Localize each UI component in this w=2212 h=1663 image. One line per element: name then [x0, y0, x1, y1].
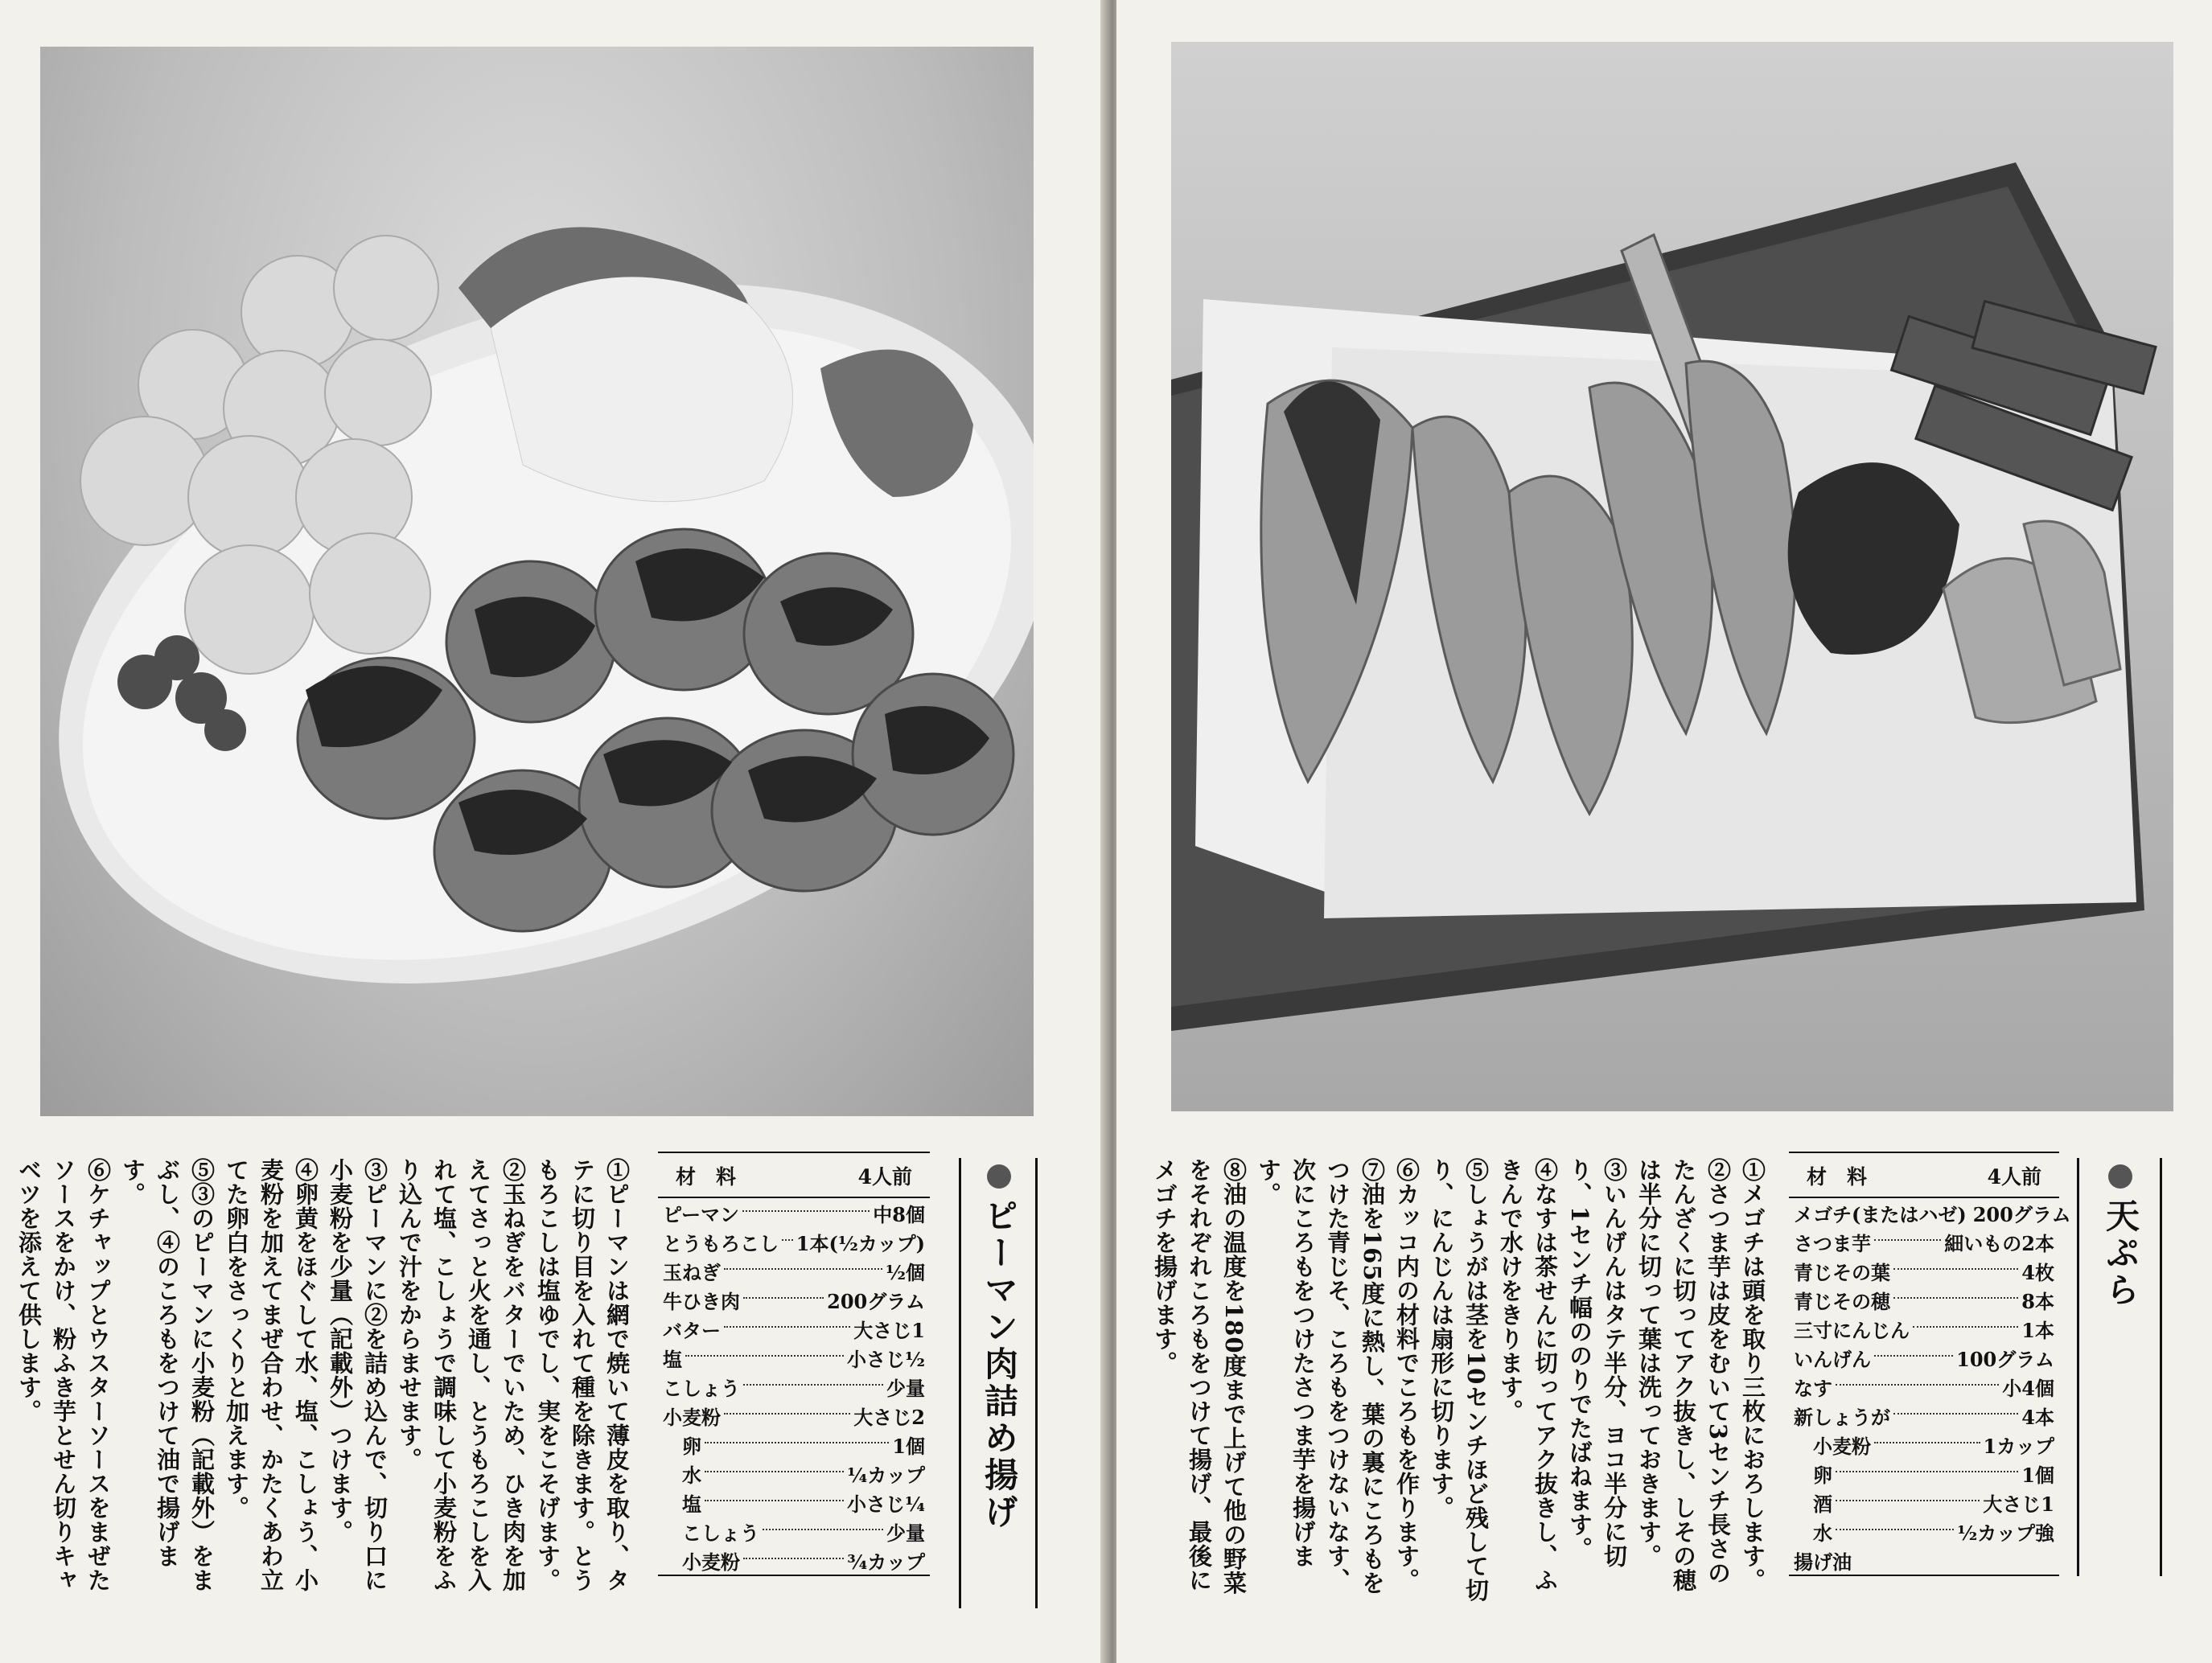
ingredient-row	[1789, 1372, 2059, 1401]
leader-dots	[705, 1470, 844, 1472]
step-text: ⑧油の温度を180度まで上げて他の野菜をそれぞれころもをつけて揚げ、最後にメゴチを揚げます。	[1151, 1158, 1248, 1595]
leader-dots	[724, 1325, 850, 1328]
ingredient-amount: ¼カップ	[847, 1463, 925, 1487]
step-text: ④なすは茶せんに切ってアク抜きし、ふきんで水けをきります。	[1497, 1158, 1559, 1592]
ingredient-name: さつま芋	[1794, 1231, 1871, 1255]
leader-dots	[743, 1296, 824, 1299]
leader-dots	[1836, 1470, 2018, 1472]
leader-dots	[1836, 1383, 1999, 1386]
ingredient-name: 青じその葉	[1794, 1260, 1890, 1284]
bullet-dot-icon	[987, 1164, 1011, 1189]
ingredient-name: とうもろこし	[663, 1231, 779, 1255]
ingredient-amount: 200グラム	[827, 1289, 925, 1313]
ingredient-row	[658, 1488, 930, 1517]
step-text: ⑥ケチャップとウスターソースをまぜたソースをかけ、粉ふき芋とせん切りキャベツを添えて供します。	[15, 1158, 112, 1592]
step-text: ②玉ねぎをバターでいため、ひき肉を加えてさっと火を通し、とうもろこしを入れて塩、こしょうで調味して小麦粉をふり込んで汁をからませます。	[396, 1158, 527, 1592]
title-text: ピーマン肉詰め揚げ	[980, 1198, 1019, 1531]
ingredient-amount: 細いもの2本	[1944, 1231, 2054, 1255]
ingredient-row	[658, 1198, 930, 1227]
ingredient-name: 小麦粉	[663, 1405, 721, 1429]
ingredient-row	[658, 1517, 930, 1546]
leader-dots	[1913, 1325, 2018, 1328]
ingredient-name: 塩	[682, 1492, 701, 1516]
ingredient-name: 水	[1813, 1521, 1832, 1545]
ingredient-amount: 4本	[2021, 1405, 2054, 1429]
ingredient-amount: 200グラム	[1972, 1202, 2071, 1226]
ingredient-row	[1789, 1517, 2059, 1546]
leader-dots	[724, 1267, 882, 1270]
step-text: ⑤③のピーマンに小麦粉（記載外）をまぶし、④のころもをつけて油で揚げます。	[119, 1158, 216, 1592]
bullet-dot-icon	[2108, 1164, 2132, 1189]
step-text: ⑤しょうがは茎を10センチほど残して切り、にんじんは扇形に切ります。	[1428, 1158, 1490, 1603]
step-text: ①ピーマンは網で焼いて薄皮を取り、タテに切り目を入れて種を除きます。とうもろこしは塩ゆでし、実をこそげます。	[534, 1158, 631, 1592]
ingredient-amount: ¾カップ	[847, 1550, 925, 1574]
ingredient-row	[658, 1546, 930, 1575]
step-text: ⑥カッコ内の材料でころもを作ります。	[1393, 1158, 1421, 1592]
recipe-title-pepper	[975, 1164, 1023, 1531]
ingredient-row	[1789, 1314, 2059, 1343]
ingredient-name: ピーマン	[663, 1202, 740, 1226]
ingredient-amount: 1カップ	[1983, 1434, 2054, 1458]
leader-dots	[1874, 1238, 1941, 1241]
right-page	[1116, 0, 2212, 1663]
ingredient-name: 小麦粉	[682, 1550, 740, 1574]
ingredient-table-tempura	[1789, 1152, 2071, 1576]
leader-dots	[705, 1441, 889, 1443]
ingredient-name: 卵	[682, 1434, 701, 1458]
ingredient-name: 牛ひき肉	[663, 1289, 740, 1313]
ingredient-name: バター	[663, 1318, 721, 1342]
ingredient-name: 酒	[1813, 1492, 1832, 1516]
leader-dots	[1874, 1354, 1953, 1357]
leader-dots	[763, 1528, 883, 1530]
ingredient-name: 水	[682, 1463, 701, 1487]
ingredient-amount: 大さじ2	[853, 1405, 925, 1429]
ingredient-row	[658, 1372, 930, 1401]
ingredient-row	[1789, 1198, 2071, 1227]
steps-pepper	[15, 1158, 634, 1608]
leader-dots	[724, 1412, 850, 1415]
leader-dots	[782, 1238, 793, 1241]
leader-dots	[1836, 1528, 1954, 1530]
ingredient-row	[658, 1285, 930, 1314]
ingredient-rows	[1789, 1198, 2071, 1575]
ingredient-row	[658, 1459, 930, 1488]
ingredient-row	[658, 1343, 930, 1372]
tempura-photo	[1171, 42, 2173, 1111]
ingredient-rows	[658, 1198, 930, 1575]
steps-tempura	[1151, 1158, 1770, 1608]
ingredient-row	[658, 1227, 930, 1256]
leader-dots	[1836, 1499, 1980, 1501]
ingredient-name: いんげん	[1794, 1347, 1871, 1371]
ingredient-amount: 大さじ1	[853, 1318, 925, 1342]
step-text: ①メゴチは頭を取り三枚におろします。	[1739, 1158, 1766, 1592]
ingredient-amount: 1個	[892, 1434, 925, 1458]
leader-dots	[1893, 1412, 2018, 1415]
ingredient-amount: 少量	[886, 1521, 925, 1545]
leader-dots	[743, 1383, 883, 1386]
ingredient-name: 卵	[1813, 1463, 1832, 1487]
ingredient-amount: 小さじ½	[846, 1347, 925, 1371]
ingredient-row	[1789, 1285, 2059, 1314]
ingredient-row	[658, 1256, 930, 1285]
ingredient-name: メゴチ(またはハゼ)	[1794, 1202, 1967, 1226]
ingredient-name: こしょう	[663, 1376, 740, 1400]
step-text: ②さつま芋は皮をむいて3センチ長さのたんざくに切ってアク抜きし、しその穂は半分に切って葉は洗っておきます。	[1635, 1158, 1732, 1592]
step-text: ⑦油を165度に熱し、葉の裏にころもをつけた青じそ、ころもをつけないなす、次にころもをつけたさつま芋を揚げます。	[1255, 1158, 1386, 1595]
ingredient-row	[1789, 1256, 2059, 1285]
ingredient-amount: 4枚	[2021, 1260, 2054, 1284]
ingredient-amount: 少量	[886, 1376, 925, 1400]
leader-dots	[1893, 1296, 2018, 1299]
ingredient-row	[1789, 1546, 2059, 1575]
leader-dots	[743, 1557, 844, 1559]
leader-dots	[705, 1499, 844, 1501]
leader-dots	[742, 1209, 870, 1212]
ingredient-amount: 小4個	[2002, 1376, 2054, 1400]
ingredient-amount: 小さじ¼	[846, 1492, 925, 1516]
leader-dots	[1874, 1441, 1980, 1443]
ingredient-row	[1789, 1430, 2059, 1459]
title-text: 天ぷら	[2101, 1198, 2140, 1309]
leader-dots	[685, 1354, 844, 1357]
step-text: ③いんげんはタテ半分、ヨコ半分に切り、1センチ幅ののりでたばねます。	[1566, 1158, 1628, 1568]
step-text: ③ピーマンに②を詰め込んで、切り口に小麦粉を少量（記載外）つけます。	[327, 1158, 389, 1592]
ingredient-amount: ½カップ強	[1957, 1521, 2054, 1545]
ingredient-amount: 1本	[2021, 1318, 2054, 1342]
ingredient-name: 小麦粉	[1813, 1434, 1871, 1458]
step-text: ④卵黄をほぐして水、塩、こしょう、小麦粉を加えてまぜ合わせ、かたくあわ立てた卵白をさっくりと加えます。	[223, 1158, 319, 1592]
leader-dots	[1893, 1267, 2018, 1270]
ingredient-amount: 1個	[2021, 1463, 2054, 1487]
ingredient-name: 三寸にんじん	[1794, 1318, 1910, 1342]
ingredient-name: 新しょうが	[1794, 1405, 1890, 1429]
ingredient-amount: ½個	[885, 1260, 925, 1284]
ingredient-name: 青じその穂	[1794, 1289, 1890, 1313]
ingredient-amount: 中8個	[873, 1202, 925, 1226]
ingredient-row	[658, 1401, 930, 1430]
ingredient-amount: 大さじ1	[1983, 1492, 2054, 1516]
ingredient-header: 材 料 4人前	[1789, 1153, 2059, 1198]
ingredient-name: 揚げ油	[1794, 1550, 1852, 1574]
ingredient-row	[1789, 1488, 2059, 1517]
recipe-title-tempura	[2096, 1164, 2144, 1309]
ingredient-row	[1789, 1459, 2059, 1488]
ingredient-name: こしょう	[682, 1521, 759, 1545]
ingredient-name: 塩	[663, 1347, 682, 1371]
ingredient-row	[658, 1430, 930, 1459]
ingredient-row	[1789, 1401, 2059, 1430]
ingredient-row	[1789, 1227, 2059, 1256]
ingredient-row	[1789, 1343, 2059, 1372]
stuffed-pepper-photo	[40, 47, 1034, 1116]
ingredient-header: 材 料 4人前	[658, 1153, 930, 1198]
ingredient-amount: 8本	[2021, 1289, 2054, 1313]
ingredient-name: なす	[1794, 1376, 1832, 1400]
ingredient-name: 玉ねぎ	[663, 1260, 721, 1284]
ingredient-row	[658, 1314, 930, 1343]
ingredient-amount: 1本(½カップ)	[796, 1231, 925, 1255]
ingredient-amount: 100グラム	[1956, 1347, 2054, 1371]
ingredient-table-pepper	[658, 1152, 930, 1576]
